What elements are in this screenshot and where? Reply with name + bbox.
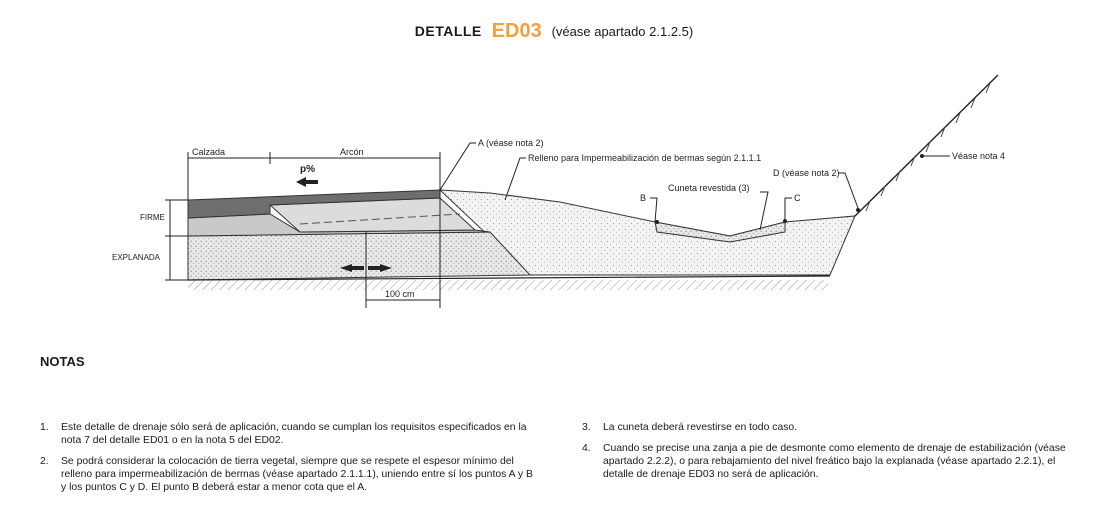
label-slope: p% [300, 164, 315, 175]
note-number: 1. [40, 422, 49, 433]
note-text: Este detalle de drenaje sólo será de aplicación, cuando se cumplan los requisitos especificados en la nota 7 del detalle ED01 o en la nota 5 del ED02. [61, 422, 527, 446]
subgrade-layer [188, 232, 530, 280]
label-nota4: Véase nota 4 [952, 151, 1006, 161]
notes-heading: NOTAS [40, 354, 85, 369]
label-point-d: D (véase nota 2) [773, 168, 840, 178]
note-number: 2. [40, 456, 49, 467]
slope-arrow-icon [296, 177, 306, 187]
note-item [582, 442, 1082, 481]
title-reference: (véase apartado 2.1.2.5) [551, 24, 694, 39]
label-explanada: EXPLANADA [112, 253, 161, 262]
label-point-b: B [640, 193, 647, 203]
label-firme: FIRME [140, 213, 165, 222]
label-point-c: C [794, 193, 801, 203]
note-text: La cuneta deberá revestirse en todo caso. [603, 422, 798, 433]
label-arcen: Arcón [340, 147, 364, 157]
title-prefix: DETALLE [414, 23, 482, 39]
label-calzada: Calzada [192, 147, 226, 157]
dimension-label: 100 cm [385, 289, 415, 299]
note-item [582, 421, 1082, 434]
note-item [40, 421, 540, 447]
label-cuneta: Cuneta revestida (3) [668, 183, 750, 193]
label-relleno: Relleno para Impermeabilización de bermas según 2.1.1.1 [528, 153, 762, 163]
note-item [40, 455, 540, 494]
note-text: Se podrá considerar la colocación de tierra vegetal, siempre que se respete el espesor mínimo del relleno para impermeabilización de bermas (véase apartado 2.1.1.1), uniendo entre sí los puntos A y B y los puntos C y D. El punto B deberá estar a menor cota que el A. [61, 456, 533, 493]
notes-left-column [40, 421, 540, 502]
label-point-a: A (véase nota 2) [478, 138, 544, 148]
title-code: ED03 [491, 20, 542, 42]
note-text: Cuando se precise una zanja a pie de desmonte como elemento de drenaje de estabilización (véase apartado 2.2.2), o para rebajamiento del nivel freático bajo la explanada (véase apartado 2.2.1), el detalle de drenaje ED03 no será de aplicación. [603, 443, 1066, 480]
notes-right-column [582, 421, 1082, 489]
note-number: 3. [582, 422, 591, 433]
note-number: 4. [582, 443, 591, 454]
